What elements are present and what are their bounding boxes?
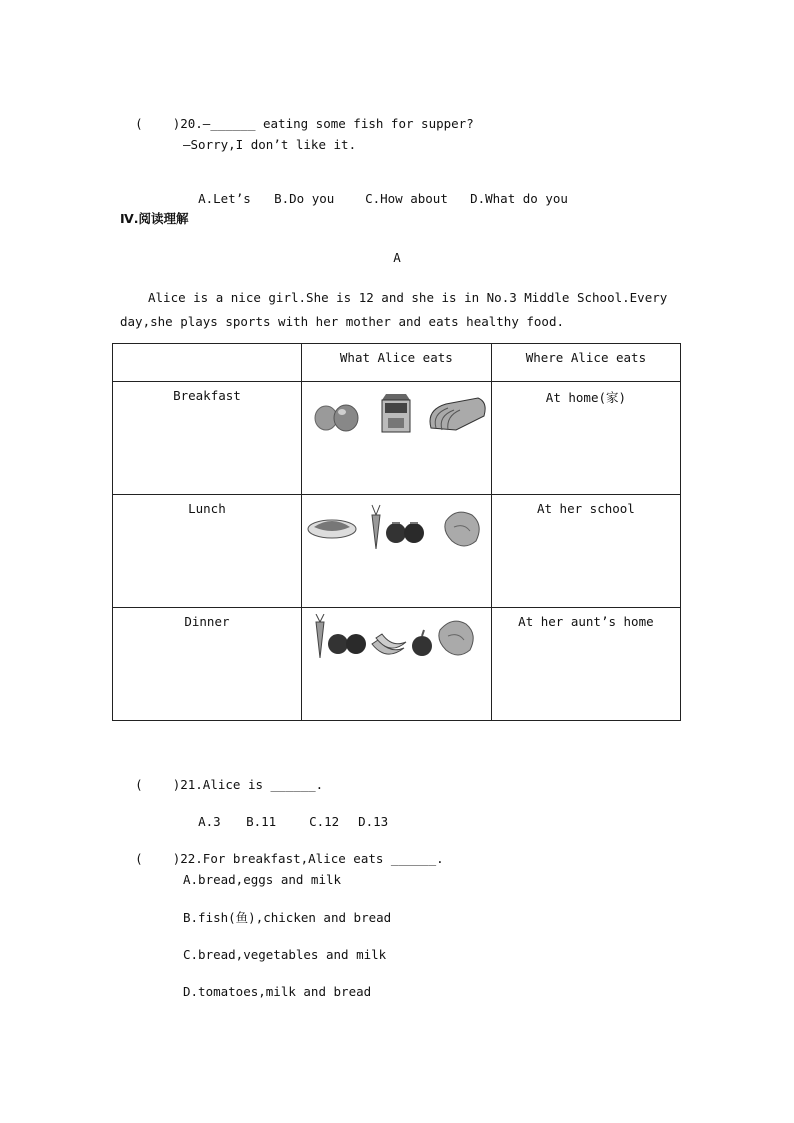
question-22-stem: 22.For breakfast,Alice eats ______. — [180, 851, 444, 866]
bananas-image — [372, 634, 406, 654]
milk-image — [382, 394, 410, 432]
option-a: A.bread,eggs and milk — [183, 872, 342, 887]
header-cell-where: Where Alice eats — [491, 344, 680, 382]
question-21 — [120, 761, 323, 793]
question-22 — [120, 835, 444, 867]
answer-bracket: ( ) — [135, 777, 181, 792]
place-cell: At home(家) — [491, 382, 680, 495]
header-cell-what: What Alice eats — [301, 344, 491, 382]
passage-body: Alice is a nice girl.She is 12 and she is in No.3 Middle School.Every day,she plays sports with her mother and eats healthy food. — [120, 290, 668, 329]
table-row — [113, 608, 681, 721]
section-title: Ⅳ.阅读理解 — [120, 211, 189, 226]
place-cell: At her school — [491, 495, 680, 608]
chicken-image — [445, 512, 479, 546]
breakfast-food-pictures — [306, 388, 486, 438]
question-20 — [120, 100, 474, 132]
question-20-options — [183, 175, 568, 207]
place-cell: At her aunt’s home — [491, 608, 680, 721]
option-b: B.Do you — [274, 191, 335, 206]
table-row — [113, 495, 681, 608]
carrot-image — [372, 505, 380, 549]
option-c: C.How about — [365, 191, 448, 206]
question-20-stem: 20.—______ eating some fish for supper? — [180, 116, 474, 131]
passage-text — [120, 286, 680, 334]
dinner-food-images — [301, 608, 491, 721]
meal-cell: Breakfast — [113, 382, 302, 495]
tomatoes-image — [328, 634, 366, 654]
question-20-reply: —Sorry,I don’t like it. — [183, 137, 357, 152]
option-a: A.Let’s — [198, 191, 251, 206]
dinner-food-pictures — [306, 614, 486, 664]
header-cell-empty — [113, 344, 302, 382]
table-header-row — [113, 344, 681, 382]
tomatoes-image — [386, 523, 424, 543]
option-d: D.tomatoes,milk and bread — [183, 984, 372, 999]
option-c: C.12 — [309, 814, 340, 829]
fish-image — [308, 520, 356, 538]
meal-table — [112, 343, 681, 721]
option-c: C.bread,vegetables and milk — [183, 947, 387, 962]
question-21-stem: 21.Alice is ______. — [180, 777, 324, 792]
option-d: D.13 — [358, 814, 389, 829]
bread-image — [430, 398, 485, 430]
breakfast-food-images — [301, 382, 491, 495]
lunch-food-images — [301, 495, 491, 608]
table-row — [113, 382, 681, 495]
option-b: B.fish(鱼),chicken and bread — [183, 910, 392, 925]
answer-bracket: ( ) — [135, 116, 181, 131]
question-21-options — [183, 798, 388, 830]
option-a: A.3 — [198, 814, 221, 829]
answer-bracket: ( ) — [135, 851, 181, 866]
apple-image — [412, 630, 432, 656]
eggs-image — [315, 405, 358, 431]
option-b: B.11 — [246, 814, 277, 829]
meal-cell: Dinner — [113, 608, 302, 721]
option-d: D.What do you — [470, 191, 568, 206]
meal-cell: Lunch — [113, 495, 302, 608]
passage-label: A — [393, 250, 401, 265]
lunch-food-pictures — [306, 501, 486, 551]
chicken-image — [439, 621, 473, 655]
carrot-image — [316, 614, 324, 658]
